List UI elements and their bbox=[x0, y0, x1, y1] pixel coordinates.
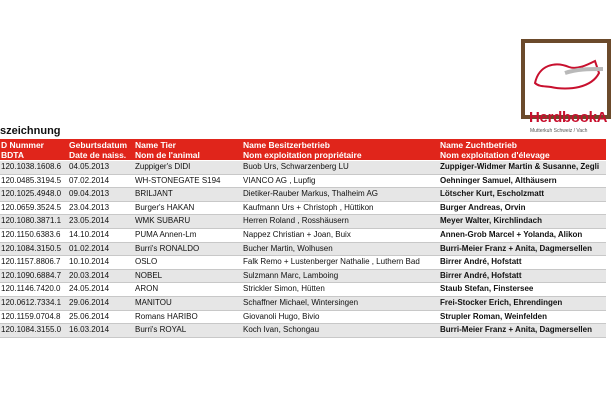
cell-tier: BRILJANT bbox=[135, 189, 173, 199]
cell-date: 14.10.2014 bbox=[69, 229, 110, 239]
cell-breeder: Burri-Meier Franz + Anita, Dagmersellen bbox=[440, 243, 592, 253]
table-row bbox=[0, 161, 606, 175]
table-row bbox=[0, 243, 606, 257]
cell-owner: Giovanoli Hugo, Bivio bbox=[243, 311, 320, 321]
cell-owner: Nappez Christian + Joan, Buix bbox=[243, 229, 351, 239]
cell-breeder: Burri-Meier Franz + Anita, Dagmersellen bbox=[440, 325, 592, 335]
herdbook-logo bbox=[521, 39, 611, 134]
cell-breeder: Frei-Stocker Erich, Ehrendingen bbox=[440, 297, 563, 307]
table-row bbox=[0, 256, 606, 270]
cell-tier: Burri's ROYAL bbox=[135, 325, 187, 335]
cell-breeder: Annen-Grob Marcel + Yolanda, Alikon bbox=[440, 229, 583, 239]
header-breeder: Name Zuchtbetrieb Nom exploitation d'élevage bbox=[440, 140, 550, 160]
cell-tier: OSLO bbox=[135, 257, 158, 267]
cow-icon bbox=[525, 43, 607, 115]
cell-date: 10.10.2014 bbox=[69, 257, 110, 267]
cell-owner: Strickler Simon, Hütten bbox=[243, 284, 325, 294]
cell-date: 04.05.2013 bbox=[69, 162, 110, 171]
cell-breeder: Birrer André, Hofstatt bbox=[440, 270, 522, 280]
cell-date: 07.02.2014 bbox=[69, 175, 110, 185]
cell-tier: Zuppiger's DIDI bbox=[135, 162, 191, 171]
cell-id: 120.1146.7420.0 bbox=[1, 284, 61, 294]
cell-tier: WH-STONEGATE S194 bbox=[135, 175, 221, 185]
cell-id: 120.1084.3155.0 bbox=[1, 325, 62, 335]
cell-breeder: Strupler Roman, Weinfelden bbox=[440, 311, 547, 321]
cell-tier: Romans HARIBO bbox=[135, 311, 198, 321]
header-date: Geburtsdatum Date de naiss. bbox=[69, 140, 128, 160]
cell-id: 120.1150.6383.6 bbox=[1, 229, 61, 239]
cell-owner: Koch Ivan, Schongau bbox=[243, 325, 320, 335]
cell-date: 09.04.2013 bbox=[69, 189, 110, 199]
cell-id: 120.1080.3871.1 bbox=[1, 216, 62, 226]
header-owner: Name Besitzerbetrieb Nom exploitation propriétaire bbox=[243, 140, 362, 160]
cell-breeder: Burger Andreas, Orvin bbox=[440, 202, 526, 212]
cell-owner: Herren Roland , Rosshäusern bbox=[243, 216, 349, 226]
table-row bbox=[0, 297, 606, 311]
cell-tier: Burger's HAKAN bbox=[135, 202, 195, 212]
logo-subtitle: Mutterkuh Schweiz / Vach bbox=[530, 128, 588, 134]
cell-id: 120.1157.8806.7 bbox=[1, 257, 61, 267]
cell-tier: ARON bbox=[135, 284, 159, 294]
table-row bbox=[0, 202, 606, 216]
cell-id: 120.1025.4948.0 bbox=[1, 189, 62, 199]
cell-owner: Schaffner Michael, Wintersingen bbox=[243, 297, 359, 307]
cell-tier: WMK SUBARU bbox=[135, 216, 191, 226]
cell-date: 16.03.2014 bbox=[69, 325, 110, 335]
cell-id: 120.1159.0704.8 bbox=[1, 311, 61, 321]
section-title: szeichnung bbox=[0, 125, 61, 137]
cell-owner: Sulzmann Marc, Lamboing bbox=[243, 270, 339, 280]
table-row bbox=[0, 283, 606, 297]
cell-date: 25.06.2014 bbox=[69, 311, 110, 321]
cell-breeder: Lötscher Kurt, Escholzmatt bbox=[440, 189, 545, 199]
table-row bbox=[0, 215, 606, 229]
cell-tier: NOBEL bbox=[135, 270, 163, 280]
cell-id: 120.1084.3150.5 bbox=[1, 243, 62, 253]
cell-id: 120.0612.7334.1 bbox=[1, 297, 62, 307]
cell-date: 24.05.2014 bbox=[69, 284, 110, 294]
cell-owner: VIANCO AG , Lupfig bbox=[243, 175, 316, 185]
cell-owner: Kaufmann Urs + Christoph , Hüttikon bbox=[243, 202, 374, 212]
cell-id: 120.0659.3524.5 bbox=[1, 202, 62, 212]
logo-name: HerdbookA bbox=[529, 109, 608, 126]
cell-breeder: Birrer André, Hofstatt bbox=[440, 257, 522, 267]
cell-id: 120.0485.3194.5 bbox=[1, 175, 62, 185]
table-row bbox=[0, 311, 606, 325]
cell-id: 120.1090.6884.7 bbox=[1, 270, 62, 280]
cell-date: 23.04.2013 bbox=[69, 202, 110, 212]
cell-owner: Bucher Martin, Wolhusen bbox=[243, 243, 333, 253]
cell-date: 01.02.2014 bbox=[69, 243, 110, 253]
cell-date: 23.05.2014 bbox=[69, 216, 110, 226]
cell-breeder: Meyer Walter, Kirchlindach bbox=[440, 216, 542, 226]
cell-owner: Falk Remo + Lustenberger Nathalie , Luthern Bad bbox=[243, 257, 420, 267]
cell-date: 20.03.2014 bbox=[69, 270, 110, 280]
table-row bbox=[0, 175, 606, 189]
cell-breeder: Oehninger Samuel, Althäusern bbox=[440, 175, 557, 185]
cell-id: 120.1038.1608.6 bbox=[1, 162, 62, 171]
cell-tier: PUMA Annen-Lm bbox=[135, 229, 197, 239]
cell-tier: MANITOU bbox=[135, 297, 172, 307]
cell-breeder: Zuppiger-Widmer Martin & Susanne, Zegli bbox=[440, 162, 600, 171]
cell-owner: Dietiker-Rauber Markus, Thalheim AG bbox=[243, 189, 379, 199]
cell-date: 29.06.2014 bbox=[69, 297, 110, 307]
table-row bbox=[0, 188, 606, 202]
cell-owner: Buob Urs, Schwarzenberg LU bbox=[243, 162, 349, 171]
header-tier: Name Tier Nom de l'animal bbox=[135, 140, 200, 160]
table-row bbox=[0, 229, 606, 243]
table-body bbox=[0, 161, 606, 338]
cell-breeder: Staub Stefan, Finstersee bbox=[440, 284, 534, 294]
table-row bbox=[0, 324, 606, 338]
header-id: D Nummer BDTA bbox=[1, 140, 44, 160]
table-row bbox=[0, 270, 606, 284]
table-header bbox=[0, 139, 606, 160]
cell-tier: Burri's RONALDO bbox=[135, 243, 200, 253]
